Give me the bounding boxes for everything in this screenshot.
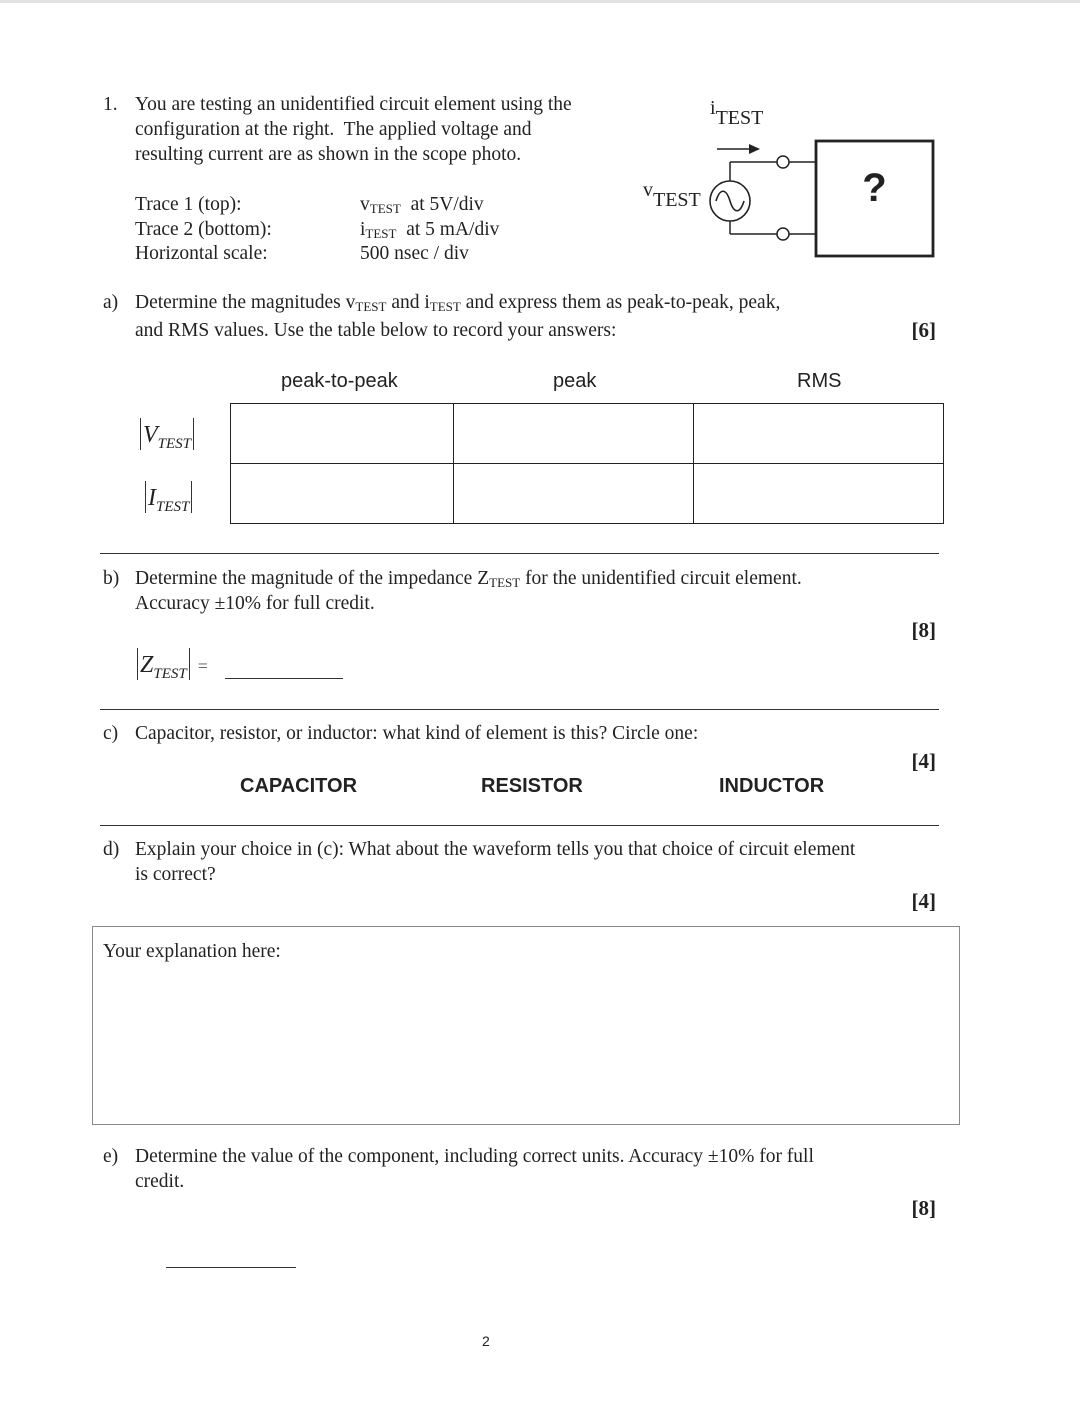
choice-inductor[interactable]: INDUCTOR: [719, 775, 825, 797]
horizontal-scale: 500 nsec / div: [360, 243, 469, 264]
part-b-line-1: Determine the magnitude of the impedance $Z_{TEST}$ for the unidentified circuit element.: [135, 568, 802, 590]
part-a-line-1: Determine the magnitudes $v_{TEST}$ and $i_{TEST}$ and express them as peak-to-peak, peak,: [135, 292, 781, 314]
itest-peak-cell[interactable]: [454, 464, 694, 524]
header-peak-to-peak: peak-to-peak: [281, 370, 398, 392]
row-label-vtest: $V_{TEST}$: [138, 418, 196, 450]
intro-line-1: You are testing an unidentified circuit element using the: [135, 94, 572, 115]
divider-c-d: [100, 825, 939, 826]
header-peak: peak: [553, 370, 597, 392]
part-b-points: [8]: [911, 618, 936, 642]
divider-b-c: [100, 709, 939, 710]
impedance-answer-blank[interactable]: [225, 678, 343, 679]
voltage-label: vTEST: [643, 179, 701, 211]
horizontal-label: Horizontal scale:: [135, 243, 268, 264]
unknown-element-symbol: ?: [862, 166, 887, 210]
intro-line-2: [135, 117, 617, 142]
row-label-itest: $I_{TEST}$: [143, 481, 194, 513]
intro-line-3: resulting current are as shown in the scope photo.: [135, 144, 522, 165]
trace2-label: Trace 2 (bottom):: [135, 219, 272, 240]
part-c-letter: c): [103, 723, 119, 744]
choice-capacitor[interactable]: CAPACITOR: [240, 775, 358, 797]
part-c-points: [4]: [911, 749, 936, 773]
trace1-scale: $v_{TEST}$ at 5V/div: [360, 194, 484, 216]
current-arrow-head: [749, 144, 760, 154]
part-e-points: [8]: [911, 1196, 936, 1220]
itest-peak-to-peak-cell[interactable]: [231, 464, 454, 524]
terminal-top: [777, 156, 789, 168]
answer-table: [230, 403, 944, 524]
trace2-scale: $i_{TEST}$ at 5 mA/div: [360, 219, 500, 241]
terminal-bottom: [777, 228, 789, 240]
page-top-border: [0, 0, 1080, 3]
current-label: iTEST: [710, 97, 764, 129]
part-e-line-2: credit.: [135, 1171, 185, 1192]
part-b-line-2: Accuracy ±10% for full credit.: [135, 593, 375, 614]
part-b-letter: b): [103, 568, 120, 589]
part-a-letter: a): [103, 292, 119, 313]
problem-number: 1.: [103, 94, 118, 115]
part-d-letter: d): [103, 839, 120, 860]
part-a-line-2: and RMS values. Use the table below to record your answers:: [135, 320, 617, 341]
explanation-prompt: Your explanation here:: [103, 941, 281, 962]
part-d-line-2: is correct?: [135, 864, 216, 885]
header-rms: RMS: [797, 370, 842, 392]
impedance-label: $Z_{TEST}$ =: [135, 648, 208, 680]
trace1-label: Trace 1 (top):: [135, 194, 242, 215]
part-d-line-1: Explain your choice in (c): What about the waveform tells you that choice of circuit element: [135, 839, 856, 860]
choice-resistor[interactable]: RESISTOR: [481, 775, 583, 797]
intro-line-2-text: configuration at the right. The applied voltage and: [135, 119, 532, 140]
part-e-line-1: Determine the value of the component, including correct units. Accuracy ±10% for full: [135, 1146, 814, 1167]
component-value-blank[interactable]: [166, 1267, 296, 1268]
vtest-peak-cell[interactable]: [454, 404, 694, 464]
table-row: [231, 464, 944, 524]
problem-intro: [135, 92, 617, 167]
vtest-peak-to-peak-cell[interactable]: [231, 404, 454, 464]
vtest-rms-cell[interactable]: [694, 404, 944, 464]
part-d-points: [4]: [911, 889, 936, 913]
circuit-diagram: [640, 97, 940, 265]
part-a-points: [6]: [911, 318, 936, 342]
divider-a-b: [100, 553, 939, 554]
part-e-letter: e): [103, 1146, 119, 1167]
part-c-text: Capacitor, resistor, or inductor: what kind of element is this? Circle one:: [135, 723, 699, 744]
itest-rms-cell[interactable]: [694, 464, 944, 524]
page-number: 2: [482, 1333, 490, 1349]
table-row: [231, 404, 944, 464]
explanation-box[interactable]: [92, 926, 960, 1125]
